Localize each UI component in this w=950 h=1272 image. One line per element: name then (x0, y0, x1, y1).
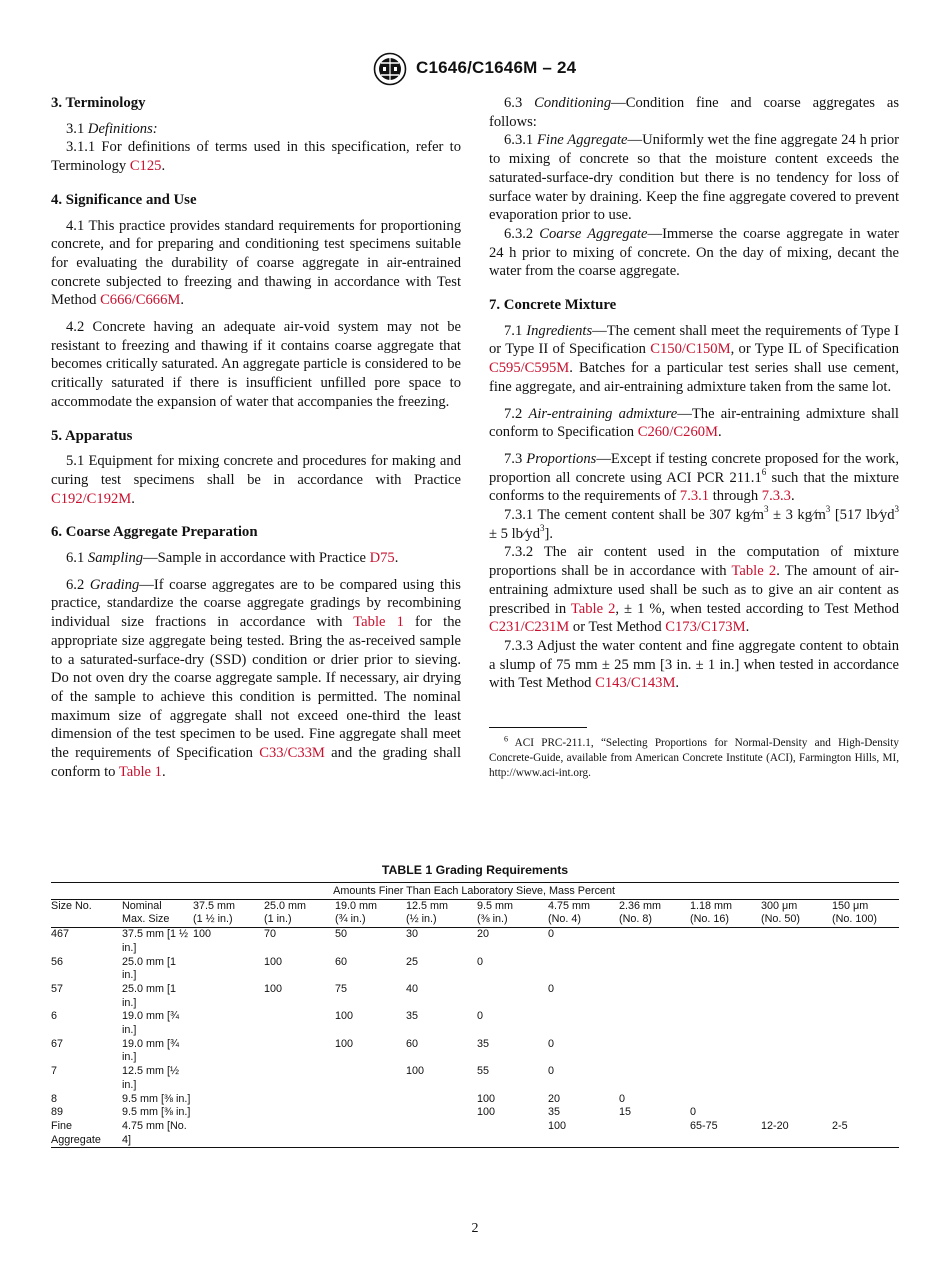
table-cell (193, 1010, 264, 1037)
table-cell (619, 1038, 690, 1065)
para-7-3: 7.3 Proportions—Except if testing concrete proposed for the work, proportion all concrete using ACI PCR 211.1$^6$ such that the mixture conforms to the requirements of 7.3.1 through 7.3.3. (489, 450, 899, 505)
table-cell: 75 (335, 982, 348, 995)
table-cell (264, 1065, 335, 1092)
para-4-1: 4.1 This practice provides standard requirements for proportioning concrete, and for preparing and conditioning test specimens suitable for evaluating the durability of coarse aggregate in air-entrained concrete subjected to freezing and thawing in accordance with Test Method C666/C666M. (51, 217, 461, 309)
table-cell: 0 (619, 1092, 626, 1105)
table-cell: 70 (264, 928, 277, 941)
link-c125[interactable]: C125 (129, 158, 162, 175)
document-header (0, 52, 950, 86)
table-cell: 35 (548, 1106, 561, 1119)
table-cell: 0 (477, 1010, 484, 1023)
table-column-header (548, 899, 619, 927)
table-column-header (619, 899, 690, 927)
para-7-3-2: 7.3.2 The air content used in the computation of mixture proportions shall be in accordance with Table 2. The amount of air-entraining admixture used shall be such as to give an air content as prescribed in Table 2, ± 1 %, when tested according to Test Method C231/C231M or Test Method C173/C173M. (489, 544, 900, 636)
table-cell (619, 928, 690, 956)
table-row (51, 1038, 899, 1065)
table-column-header (406, 899, 477, 927)
table-cell: 40 (406, 982, 419, 995)
column-header-line: (No. 100) (832, 913, 878, 926)
table-cell (193, 1120, 264, 1148)
table-cell: 100 (477, 1106, 496, 1119)
para-7-2: 7.2 Air-entraining admixture—The air-entraining admixture shall conform to Specification C260/C260M. (489, 405, 899, 441)
table-cell: 19.0 mm [¾ in.] (122, 1037, 180, 1064)
link-c143[interactable]: C143/C143M (595, 675, 676, 692)
table-cell (193, 1065, 264, 1092)
table-row (51, 928, 899, 956)
link-table-1[interactable]: Table 1 (353, 614, 404, 631)
table-cell (690, 1010, 761, 1037)
section-5-heading: 5. Apparatus (51, 427, 133, 444)
table-row (51, 1065, 899, 1092)
table-cell (832, 1038, 899, 1065)
link-c173[interactable]: C173/C173M (665, 619, 746, 636)
table-cell (832, 956, 899, 983)
table-cell (690, 928, 761, 956)
para-6-3: 6.3 Conditioning—Condition fine and coarse aggregates as follows: (489, 95, 899, 130)
table-column-header (690, 899, 761, 927)
table-cell: 20 (548, 1092, 561, 1105)
column-header-line: (No. 8) (619, 913, 652, 926)
column-header-line: 2.36 mm (619, 899, 662, 912)
table-cell: 19.0 mm [¾ in.] (122, 1010, 180, 1037)
link-7-3-1[interactable]: 7.3.1 (679, 488, 710, 505)
table-cell (761, 1106, 832, 1120)
table-cell (761, 1093, 832, 1107)
table-cell: 4.75 mm [No. 4] (122, 1120, 193, 1148)
column-header-line: (No. 4) (548, 913, 581, 926)
table-column-header (761, 899, 832, 927)
table-cell (264, 1038, 335, 1065)
table-cell (690, 983, 761, 1010)
link-table-2[interactable]: Table 2 (731, 563, 777, 580)
table-cell: 15 (619, 1106, 632, 1119)
table-cell (690, 1093, 761, 1107)
column-header-line: (No. 50) (761, 913, 801, 926)
table-cell (193, 1093, 264, 1107)
table-cell: 6 (51, 1010, 58, 1023)
table-cell (619, 1065, 690, 1092)
link-c595[interactable]: C595/C595M (489, 360, 570, 377)
table-cell (477, 1120, 548, 1148)
table-cell: 37.5 mm [1 ½ in.] (122, 928, 189, 954)
table-cell: 55 (477, 1065, 490, 1078)
table-cell: 467 (51, 928, 70, 941)
table-span-header-row (51, 883, 899, 900)
table-cell (832, 1065, 899, 1092)
para-3-1-1: 3.1.1 For definitions of terms used in this specification, refer to Terminology C125. (51, 139, 461, 175)
table-cell: 25.0 mm [1 in.] (122, 955, 177, 982)
column-header-line: Size No. (51, 899, 92, 912)
section-3-heading: 3. Terminology (51, 95, 146, 111)
table-cell: 9.5 mm [⅜ in.] (122, 1092, 191, 1105)
table-column-header (51, 899, 122, 927)
link-d75[interactable]: D75 (369, 550, 395, 567)
table-cell (193, 1038, 264, 1065)
table-cell (761, 956, 832, 983)
column-header-line: 4.75 mm (548, 899, 591, 912)
para-6-2: 6.2 Grading—If coarse aggregates are to be compared using this practice, standardize the coarse aggregate gradings by recombining individual size fractions in accordance with Table 1 for the appropriate size aggregate being tested. Bring the as-received sample to a saturated-surface-dry (SSD) condition or drier prior to sieving. Do not oven dry the coarse aggregate sample. If necessary, air drying of the sample to achieve this condition is permitted. The nominal maximum size of aggregate shall not exceed one-third the least dimension of the test specimen to be used. Fine aggregate shall meet the requirements of Specification C33/C33M and the grading shall conform to Table 1. (51, 576, 461, 780)
table-cell (264, 1106, 335, 1120)
table-cell: 35 (477, 1037, 490, 1050)
table-cell (619, 1010, 690, 1037)
table-cell: 60 (406, 1037, 419, 1050)
table-column-header (264, 899, 335, 927)
table-cell: Fine Aggregate (51, 1120, 122, 1148)
table-column-header (832, 899, 899, 927)
para-6-3-2: 6.3.2 Coarse Aggregate—Immerse the coarse aggregate in water 24 h prior to mixing of concrete. On the day of mixing, decant the water from the coarse aggregate. (489, 225, 899, 280)
table-cell: 30 (406, 928, 419, 941)
table-cell (761, 928, 832, 956)
table-cell (193, 983, 264, 1010)
column-header-line: 37.5 mm (193, 899, 236, 912)
column-header-line: (¾ in.) (335, 913, 366, 926)
table-cell (264, 1120, 335, 1148)
table-cell (406, 1106, 477, 1120)
table-cell: 7 (51, 1065, 58, 1078)
table-cell: 0 (690, 1106, 697, 1119)
page-number: 2 (471, 1221, 479, 1236)
link-c666[interactable]: C666/C666M (100, 292, 181, 309)
table-cell (690, 1038, 761, 1065)
table-span-header: Amounts Finer Than Each Laboratory Sieve, Mass Percent (51, 883, 899, 900)
table-cell: 2-5 (832, 1120, 899, 1148)
grading-requirements-table (51, 882, 899, 1148)
table-cell: 100 (264, 982, 283, 995)
section-6-heading: 6. Coarse Aggregate Preparation (51, 524, 258, 541)
table-cell: 56 (51, 955, 64, 968)
para-3-1: 3.1 Definitions: (66, 120, 158, 137)
table-column-header (193, 899, 264, 927)
column-header-line: 1.18 mm (690, 899, 733, 912)
table-cell (761, 1010, 832, 1037)
para-6-1: 6.1 Sampling—Sample in accordance with Practice D75. (66, 550, 399, 567)
section-7-heading: 7. Concrete Mixture (489, 297, 617, 314)
table-cell (193, 956, 264, 983)
table-cell: 12.5 mm [½ in.] (122, 1065, 180, 1091)
left-column (51, 94, 461, 790)
table-cell (548, 956, 619, 983)
table-cell (264, 1093, 335, 1107)
table-cell (548, 1010, 619, 1037)
table-row (51, 956, 899, 983)
column-header-line: (No. 16) (690, 913, 730, 926)
table-row (51, 1120, 899, 1148)
column-header-line: 19.0 mm (335, 899, 378, 912)
table-1-title: TABLE 1 Grading Requirements (381, 863, 569, 877)
para-7-3-3: 7.3.3 Adjust the water content and fine aggregate content to obtain a slump of 75 mm ± 25 mm [3 in. ± 1 in.] when tested in accordance with Test Method C143/C143M. (489, 637, 899, 692)
table-cell: 12-20 (761, 1120, 832, 1148)
column-header-line: (1 in.) (264, 913, 292, 926)
table-cell: 65-75 (690, 1120, 761, 1148)
table-cell (690, 956, 761, 983)
column-header-line: 9.5 mm (477, 899, 513, 912)
table-cell (761, 1038, 832, 1065)
table-body (51, 928, 899, 1148)
column-header-line: (1 ½ in.) (193, 913, 233, 926)
table-cell (193, 1106, 264, 1120)
column-header-line (51, 913, 120, 927)
link-7-3-3[interactable]: 7.3.3 (761, 488, 791, 505)
table-cell (619, 956, 690, 983)
table-cell (761, 1065, 832, 1092)
table-row (51, 1010, 899, 1037)
table-cell (832, 1093, 899, 1107)
table-cell (832, 983, 899, 1010)
standard-designation: C1646/C1646M – 24 (416, 58, 577, 77)
table-column-header (335, 899, 406, 927)
table-cell: 25 (406, 955, 419, 968)
table-cell: 0 (548, 982, 555, 995)
table-cell: 8 (51, 1092, 58, 1105)
table-column-header (122, 899, 193, 927)
table-cell: 35 (406, 1010, 419, 1023)
link-c260[interactable]: C260/C260M (637, 424, 719, 441)
para-7-1: 7.1 Ingredients—The cement shall meet the requirements of Type I or Type II of Specification C150/C150M, or Type IL of Specification C595/C595M. Batches for a particular test series shall use cement, fine aggregate, and air-entraining admixture taken from the same lot. (489, 322, 900, 395)
link-c231[interactable]: C231/C231M (489, 619, 570, 636)
table-cell (832, 928, 899, 956)
section-4-heading: 4. Significance and Use (51, 191, 197, 208)
table-cell: 0 (477, 955, 484, 968)
table-cell: 100 (193, 928, 212, 941)
table-row (51, 1106, 899, 1120)
table-column-header-row (51, 899, 899, 927)
table-cell (335, 1106, 406, 1120)
column-header-line: Max. Size (122, 913, 170, 926)
link-c33[interactable]: C33/C33M (259, 745, 325, 762)
table-cell (406, 1120, 477, 1148)
table-cell: 25.0 mm [1 in.] (122, 982, 177, 1009)
table-cell (619, 1120, 690, 1148)
table-cell: 100 (406, 1065, 425, 1078)
table-cell: 100 (264, 955, 283, 968)
column-header-line: 12.5 mm (406, 899, 449, 912)
para-6-3-1: 6.3.1 Fine Aggregate—Uniformly wet the fine aggregate 24 h prior to mixing of concrete so that the moisture content exceeds the saturated-surface-dry condition but there is no tendency for loss of surface water by draining. Keep the fine aggregate covered to prevent evaporation prior to use. (489, 132, 899, 224)
table-cell (335, 1093, 406, 1107)
para-7-3-1: 7.3.1 The cement content shall be 307 $kg⁄m^3 \pm 3$ $kg⁄m^3$ [517 $lb⁄yd^3 \pm 5$ $lb⁄yd^3$]. (489, 504, 899, 542)
table-row (51, 983, 899, 1010)
table-cell (619, 983, 690, 1010)
column-header-line: 300 μm (761, 899, 798, 912)
column-header-line: Nominal (122, 899, 162, 912)
table-cell: 67 (51, 1037, 64, 1050)
table-cell: 100 (335, 1010, 354, 1023)
link-c192[interactable]: C192/C192M (51, 490, 132, 507)
link-c150[interactable]: C150/C150M (650, 341, 731, 358)
column-header-line: 150 μm (832, 899, 869, 912)
table-cell (264, 1010, 335, 1037)
table-cell: 0 (548, 928, 555, 941)
table-cell: 100 (477, 1092, 496, 1105)
table-cell: 89 (51, 1106, 64, 1119)
link-table-2[interactable]: Table 2 (570, 600, 616, 617)
table-cell (406, 1093, 477, 1107)
column-header-line: 25.0 mm (264, 899, 307, 912)
table-cell (335, 1065, 406, 1092)
footnote-6: $^6$ ACI PRC-211.1, “Selecting Proportions for Normal-Density and High-Density Concrete-Guide, available from American Concrete Institute (ACI), Farmington Hills, MI, http://www.aci-int.org. (489, 734, 899, 780)
table-row (51, 1093, 899, 1107)
table-cell (832, 1010, 899, 1037)
table-cell: 100 (335, 1037, 354, 1050)
table-cell: 20 (477, 928, 490, 941)
table-cell (477, 983, 548, 1010)
para-4-2: 4.2 Concrete having an adequate air-void system may not be resistant to freezing and thawing if it contains coarse aggregate that becomes critically saturated. An aggregate particle is considered to be critically saturated if there is insufficient unfilled pore space to accommodate the expansion of water that accompanies the freezing. (51, 319, 461, 410)
footnote-divider (489, 727, 587, 728)
right-column (489, 94, 899, 789)
link-table-1[interactable]: Table 1 (118, 763, 162, 780)
table-column-header (477, 899, 548, 927)
table-cell: 0 (548, 1037, 555, 1050)
table-cell (335, 1120, 406, 1148)
table-cell (761, 983, 832, 1010)
table-cell: 57 (51, 982, 64, 995)
table-cell: 9.5 mm [⅜ in.] (122, 1106, 191, 1119)
astm-logo-icon (372, 52, 408, 86)
table-cell: 60 (335, 955, 348, 968)
table-cell (832, 1106, 899, 1120)
column-header-line: (⅜ in.) (477, 913, 508, 926)
table-cell (690, 1065, 761, 1092)
table-cell: 0 (548, 1065, 555, 1078)
table-cell: 50 (335, 928, 348, 941)
table-cell: 100 (548, 1120, 619, 1148)
para-5-1: 5.1 Equipment for mixing concrete and procedures for making and curing test specimens shall be in accordance with Practice C192/C192M. (51, 453, 461, 507)
column-header-line: (½ in.) (406, 913, 437, 926)
